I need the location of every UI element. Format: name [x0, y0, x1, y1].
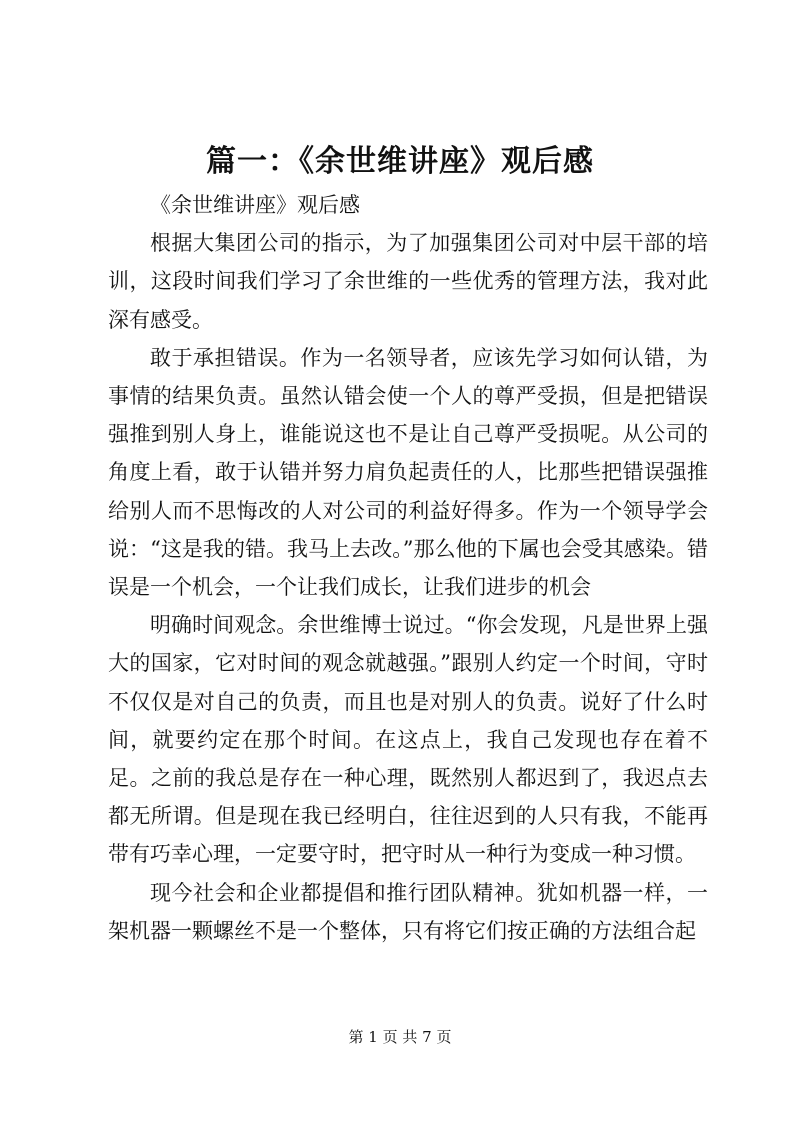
paragraph-time-concept: 明确时间观念。余世维博士说过。“你会发现，凡是世界上强大的国家，它对时间的观念就越强。”跟别人约定一个时间，守时不仅仅是对自己的负责，而且也是对别人的负责。说好了什么时间，就要约定在那个时间。在这点上，我自己发现也存在着不足。之前的我总是存在一种心理，既然别人都迟到了，我迟点去都无所谓。但是现在我已经明白，往往迟到的人只有我，不能再带有巧幸心理，一定要守时，把守时从一种行为变成一种习惯。	[108, 613, 708, 867]
paragraph-intro: 根据大集团公司的指示，为了加强集团公司对中层干部的培训，这段时间我们学习了余世维的一些优秀的管理方法，我对此深有感受。	[108, 231, 708, 332]
page-number-footer: 第 1 页 共 7 页	[348, 1028, 452, 1046]
paragraph-admit-mistakes: 敢于承担错误。作为一名领导者，应该先学习如何认错，为事情的结果负责。虽然认错会使一个人的尊严受损，但是把错误强推到别人身上，谁能说这也不是让自己尊严受损呢。从公司的角度上看，敢于认错并努力肩负起责任的人，比那些把错误强推给别人而不思悔改的人对公司的利益好得多。作为一个领导学会说：“这是我的错。我马上去改。”那么他的下属也会受其感染。错误是一个机会，一个让我们成长，让我们进步的机会	[108, 345, 708, 600]
document-body	[108, 186, 708, 950]
document-subtitle: 《余世维讲座》观后感	[150, 193, 360, 217]
paragraph-team-spirit: 现今社会和企业都提倡和推行团队精神。犹如机器一样，一架机器一颗螺丝不是一个整体，只有将它们按正确的方法组合起	[108, 880, 708, 943]
document-title: 篇一：《余世维讲座》观后感	[206, 144, 594, 179]
